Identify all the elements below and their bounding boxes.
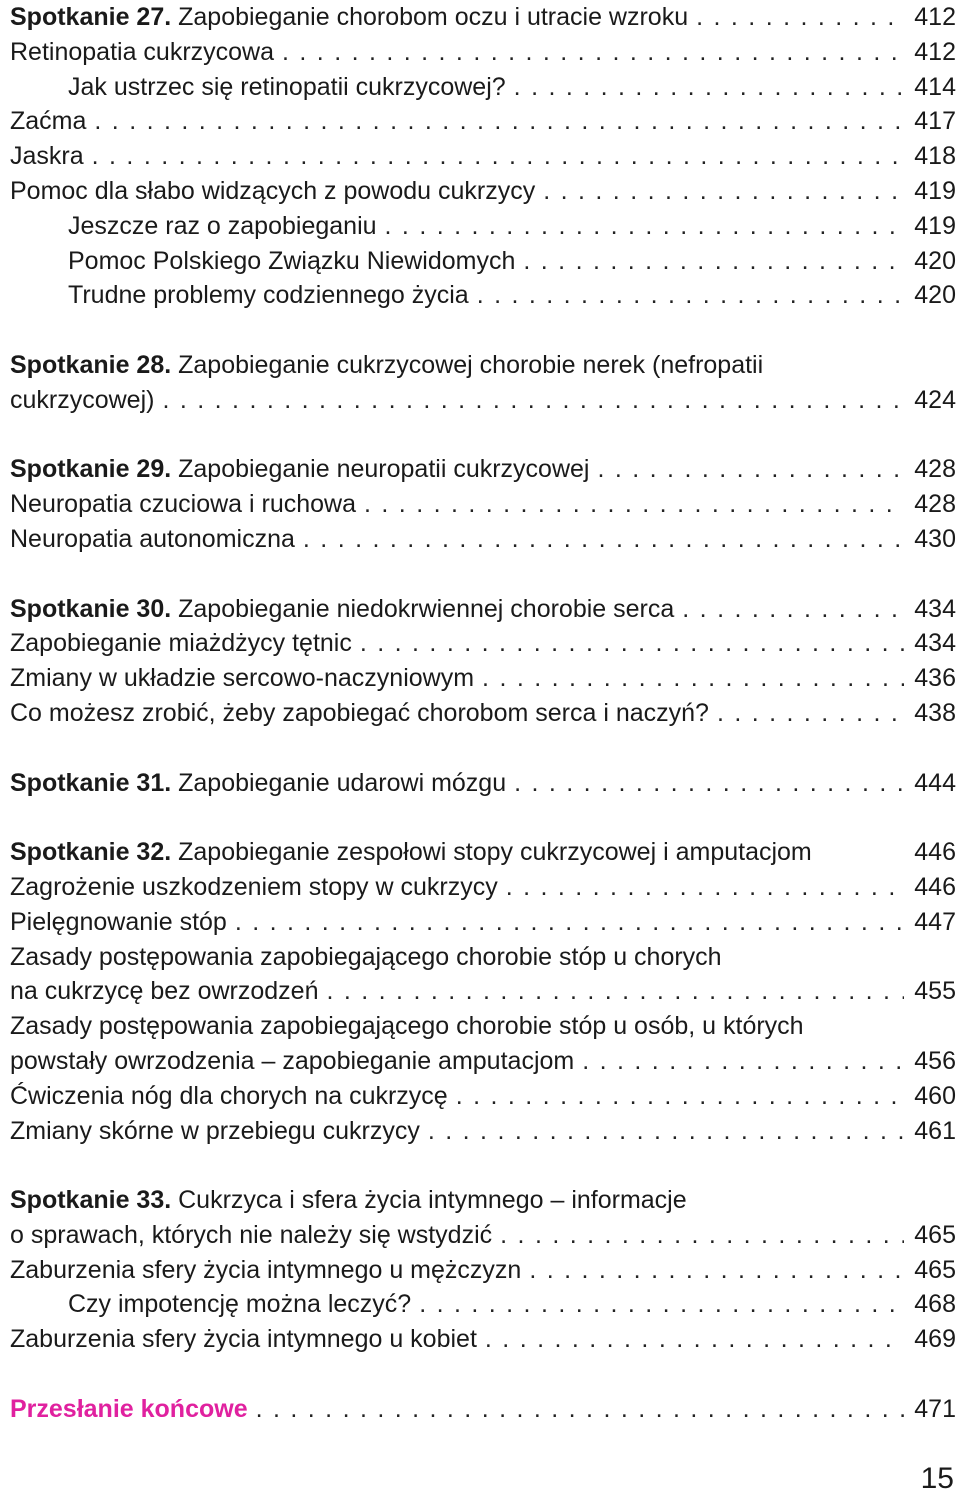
entry-page-number: 465 — [914, 1255, 956, 1284]
entry-title — [10, 1012, 804, 1040]
entry-text: Zmiany w układzie sercowo-naczyniowym — [10, 664, 475, 693]
toc-entry — [10, 70, 956, 105]
meeting-label: Spotkanie 27. — [10, 3, 172, 31]
entry-page-number: 471 — [914, 1394, 956, 1423]
toc-entry — [10, 244, 956, 279]
section-gap — [10, 557, 956, 592]
entry-page-number: 412 — [914, 3, 956, 31]
entry-text: Zaćma — [10, 107, 87, 136]
entry-title — [10, 905, 227, 940]
dot-leader — [469, 278, 904, 313]
entry-text: Czy impotencję można leczyć? — [68, 1290, 412, 1319]
entry-text: Zapobieganie udarowi mózgu — [171, 768, 507, 797]
entry-text: Zapobieganie niedokrwiennej chorobie serca — [171, 594, 675, 623]
entry-page-number: 428 — [914, 455, 956, 484]
section-gap — [10, 418, 956, 453]
entry-text: Zaburzenia sfery życia intymnego u mężczyzn — [10, 1255, 522, 1284]
toc-entry — [10, 1287, 956, 1322]
dot-leader — [248, 1392, 904, 1427]
toc-entry — [10, 696, 956, 731]
entry-text: Neuropatia czuciowa i ruchowa — [10, 490, 357, 519]
entry-page-number: 446 — [914, 838, 956, 867]
toc-entry — [10, 1114, 956, 1149]
dot-leader — [420, 1114, 904, 1149]
entry-text: powstały owrzodzenia – zapobieganie amputacjom — [10, 1046, 575, 1075]
toc-entry — [10, 1392, 956, 1427]
entry-title — [10, 1392, 248, 1427]
entry-text: Zapobieganie chorobom oczu i utracie wzroku — [171, 3, 689, 31]
toc-entry — [10, 104, 956, 139]
entry-title — [10, 943, 722, 971]
entry-page-number: 430 — [914, 524, 956, 553]
entry-text: Co możesz zrobić, żeby zapobiegać chorobom serca i naczyń? — [10, 698, 709, 727]
entry-text: Zapobieganie cukrzycowej chorobie nerek (nefropatii — [171, 350, 764, 379]
dot-leader — [295, 522, 904, 557]
dot-leader — [227, 905, 904, 940]
entry-title — [10, 1218, 492, 1253]
dot-leader — [448, 1079, 904, 1114]
toc-entry — [10, 1253, 956, 1288]
entry-page-number: 418 — [914, 142, 956, 171]
entry-title — [10, 1114, 420, 1149]
entry-text: Zaburzenia sfery życia intymnego u kobiet — [10, 1325, 477, 1354]
entry-page-number: 447 — [914, 907, 956, 936]
entry-page-number: 419 — [914, 211, 956, 240]
entry-page-number: 420 — [914, 281, 956, 310]
entry-page-number: 412 — [914, 37, 956, 66]
toc-entry — [10, 1079, 956, 1114]
entry-title — [10, 974, 318, 1009]
entry-page-number: 417 — [914, 107, 956, 136]
toc-entry — [10, 766, 956, 801]
dot-leader — [154, 383, 904, 418]
meeting-label: Spotkanie 31. — [10, 768, 172, 797]
toc-entry-line — [10, 940, 956, 975]
entry-text: na cukrzycę bez owrzodzeń — [10, 977, 319, 1006]
meeting-label: Spotkanie 33. — [10, 1186, 172, 1215]
meeting-label: Spotkanie 28. — [10, 350, 172, 379]
toc-entry-line — [10, 1183, 956, 1218]
toc-entry — [10, 905, 956, 940]
toc-entry — [10, 522, 956, 557]
dot-leader — [515, 244, 904, 279]
entry-text: cukrzycowej) — [10, 385, 155, 414]
entry-text: o sprawach, których nie należy się wstydzić — [10, 1220, 493, 1249]
entry-title — [10, 661, 474, 696]
dot-leader — [688, 0, 904, 35]
entry-page-number: 456 — [914, 1046, 956, 1075]
entry-text: Jeszcze raz o zapobieganiu — [68, 211, 377, 240]
entry-text: Pomoc dla słabo widzących z powodu cukrzycy — [10, 176, 536, 205]
entry-page-number: 420 — [914, 246, 956, 275]
entry-page-number: 438 — [914, 698, 956, 727]
entry-title — [10, 209, 377, 244]
entry-title — [10, 1079, 448, 1114]
toc-entry — [10, 870, 956, 905]
dot-leader — [474, 661, 904, 696]
entry-title — [10, 0, 688, 35]
section-gap — [10, 731, 956, 766]
dot-leader — [356, 487, 904, 522]
entry-title — [10, 1186, 687, 1214]
dot-leader — [506, 766, 904, 801]
dot-leader — [674, 592, 904, 627]
toc-entry — [10, 974, 956, 1009]
dot-leader — [477, 1322, 904, 1357]
entry-page-number: 428 — [914, 490, 956, 519]
entry-title — [10, 104, 86, 139]
entry-title — [10, 592, 674, 627]
toc-entry — [10, 209, 956, 244]
meeting-label: Spotkanie 32. — [10, 838, 172, 867]
entry-title — [10, 1044, 574, 1079]
closing-label: Przesłanie końcowe — [10, 1394, 248, 1423]
dot-leader — [709, 696, 904, 731]
entry-title — [10, 383, 154, 418]
entry-text: Zasady postępowania zapobiegającego chorobie stóp u osób, u których — [10, 1012, 804, 1041]
toc-entry — [10, 626, 956, 661]
toc-entry — [10, 487, 956, 522]
toc-entry — [10, 452, 956, 487]
toc-entry-line — [10, 1009, 956, 1044]
dot-leader — [498, 870, 904, 905]
entry-text: Ćwiczenia nóg dla chorych na cukrzycę — [10, 1081, 448, 1110]
toc-entry — [10, 1044, 956, 1079]
entry-text: Zmiany skórne w przebiegu cukrzycy — [10, 1116, 420, 1145]
entry-title — [10, 244, 515, 279]
entry-title — [10, 626, 352, 661]
entry-text: Zapobieganie neuropatii cukrzycowej — [171, 455, 590, 484]
toc-entry — [10, 661, 956, 696]
entry-text: Neuropatia autonomiczna — [10, 524, 295, 553]
entry-page-number: 434 — [914, 629, 956, 658]
dot-leader — [411, 1287, 904, 1322]
entry-title — [10, 487, 356, 522]
toc-entry — [10, 278, 956, 313]
entry-page-number: 414 — [914, 72, 956, 101]
dot-leader — [377, 209, 904, 244]
meeting-label: Spotkanie 29. — [10, 455, 172, 484]
entry-page-number: 461 — [914, 1116, 956, 1145]
entry-text: Trudne problemy codziennego życia — [68, 281, 469, 310]
entry-title — [10, 70, 506, 105]
dot-leader — [318, 974, 904, 1009]
entry-title — [10, 522, 295, 557]
entry-text: Zasady postępowania zapobiegającego chorobie stóp u chorych — [10, 942, 722, 971]
entry-title — [10, 1322, 477, 1357]
entry-page-number: 446 — [914, 872, 956, 901]
toc-entry — [10, 383, 956, 418]
section-gap — [10, 1357, 956, 1392]
dot-leader — [274, 35, 904, 70]
entry-title — [10, 766, 506, 801]
entry-page-number: 424 — [914, 385, 956, 414]
entry-page-number: 465 — [914, 1220, 956, 1249]
dot-leader — [535, 174, 904, 209]
toc-entry — [10, 139, 956, 174]
entry-text: Zagrożenie uszkodzeniem stopy w cukrzycy — [10, 872, 498, 901]
dot-leader — [574, 1044, 904, 1079]
entry-text: Jak ustrzec się retinopatii cukrzycowej? — [68, 72, 506, 101]
toc-entry-line — [10, 348, 956, 383]
table-of-contents — [10, 0, 956, 1427]
entry-text: Jaskra — [10, 142, 84, 171]
entry-page-number: 436 — [914, 664, 956, 693]
entry-page-number: 434 — [914, 594, 956, 623]
entry-title — [10, 278, 469, 313]
entry-title — [10, 351, 763, 379]
toc-entry — [10, 1218, 956, 1253]
entry-text: Pomoc Polskiego Związku Niewidomych — [68, 246, 516, 275]
dot-leader — [352, 626, 904, 661]
entry-text: Zapobieganie miażdżycy tętnic — [10, 629, 352, 658]
entry-text: Zapobieganie zespołowi stopy cukrzycowej i amputacjom — [171, 838, 812, 867]
toc-entry — [10, 174, 956, 209]
toc-entry — [10, 0, 956, 35]
entry-title — [10, 139, 84, 174]
entry-title — [10, 35, 274, 70]
meeting-label: Spotkanie 30. — [10, 594, 172, 623]
dot-leader — [521, 1253, 904, 1288]
entry-text: Cukrzyca i sfera życia intymnego – informacje — [171, 1186, 687, 1215]
entry-title — [10, 835, 812, 870]
page-number: 15 — [920, 1462, 954, 1495]
toc-entry — [10, 835, 956, 870]
toc-entry — [10, 35, 956, 70]
entry-page-number: 469 — [914, 1325, 956, 1354]
entry-title — [10, 870, 498, 905]
entry-page-number: 460 — [914, 1081, 956, 1110]
dot-leader — [86, 104, 904, 139]
dot-leader — [84, 139, 904, 174]
entry-title — [10, 174, 535, 209]
entry-page-number: 419 — [914, 176, 956, 205]
entry-text: Pielęgnowanie stóp — [10, 907, 227, 936]
entry-page-number: 468 — [914, 1290, 956, 1319]
entry-title — [10, 1253, 521, 1288]
entry-title — [10, 1287, 411, 1322]
dot-leader — [492, 1218, 904, 1253]
entry-text: Retinopatia cukrzycowa — [10, 37, 275, 66]
entry-page-number: 455 — [914, 977, 956, 1006]
entry-page-number: 444 — [914, 768, 956, 797]
section-gap — [10, 313, 956, 348]
entry-title — [10, 696, 709, 731]
dot-leader — [506, 70, 904, 105]
toc-entry — [10, 592, 956, 627]
entry-title — [10, 452, 589, 487]
section-gap — [10, 1148, 956, 1183]
section-gap — [10, 800, 956, 835]
toc-entry — [10, 1322, 956, 1357]
dot-leader — [589, 452, 904, 487]
